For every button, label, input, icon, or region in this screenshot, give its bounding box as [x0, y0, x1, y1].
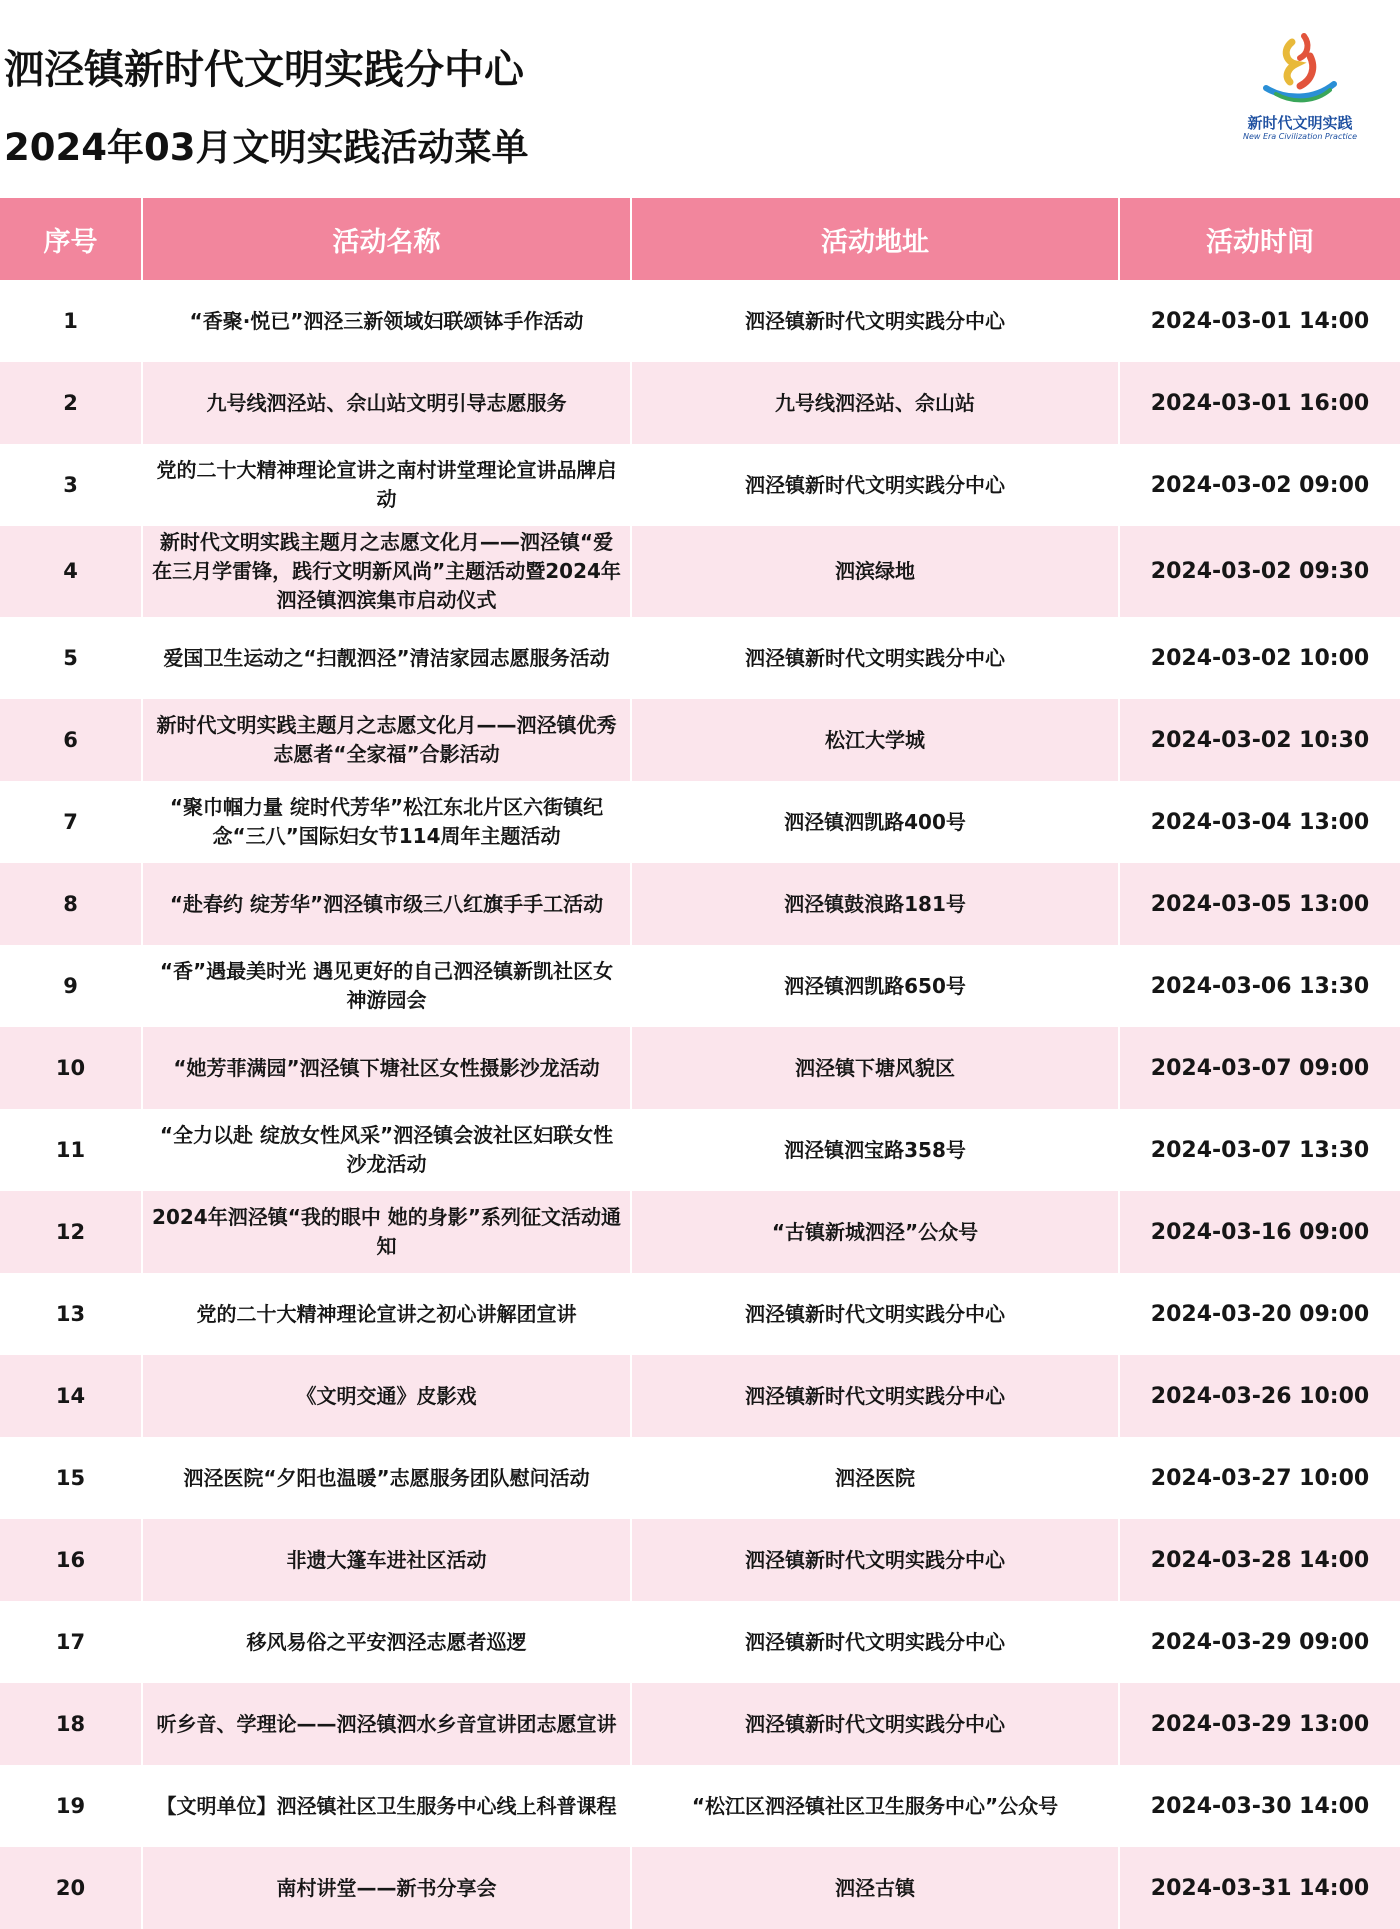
activity-name: 【文明单位】泗泾镇社区卫生服务中心线上科普课程	[142, 1765, 631, 1847]
activity-time: 2024-03-30 14:00	[1119, 1765, 1400, 1847]
column-header-address: 活动地址	[631, 198, 1119, 280]
activity-time: 2024-03-07 09:00	[1119, 1027, 1400, 1109]
activity-address: 九号线泗泾站、佘山站	[631, 362, 1119, 444]
activity-time: 2024-03-29 09:00	[1119, 1601, 1400, 1683]
activity-address: 泗泾镇新时代文明实践分中心	[631, 1355, 1119, 1437]
activity-address: 松江大学城	[631, 699, 1119, 781]
activity-name: “香”遇最美时光 遇见更好的自己泗泾镇新凯社区女神游园会	[142, 945, 631, 1027]
activity-name: 移风易俗之平安泗泾志愿者巡逻	[142, 1601, 631, 1683]
page-subtitle: 2024年03月文明实践活动菜单	[4, 126, 529, 169]
table-row	[0, 1355, 1400, 1437]
activity-name: 新时代文明实践主题月之志愿文化月——泗泾镇优秀志愿者“全家福”合影活动	[142, 699, 631, 781]
table-row	[0, 1437, 1400, 1519]
activity-time: 2024-03-28 14:00	[1119, 1519, 1400, 1601]
activity-address: 泗泾镇新时代文明实践分中心	[631, 1519, 1119, 1601]
table-row	[0, 280, 1400, 362]
activity-name: “她芳菲满园”泗泾镇下塘社区女性摄影沙龙活动	[142, 1027, 631, 1109]
activity-address: 泗泾古镇	[631, 1847, 1119, 1929]
activity-name: 新时代文明实践主题月之志愿文化月——泗泾镇“爱在三月学雷锋，践行文明新风尚”主题活动暨2024年泗泾镇泗滨集市启动仪式	[142, 526, 631, 617]
row-number: 8	[0, 863, 142, 945]
activity-table	[0, 198, 1400, 1929]
activity-address: 泗泾镇鼓浪路181号	[631, 863, 1119, 945]
activity-time: 2024-03-20 09:00	[1119, 1273, 1400, 1355]
table-row	[0, 444, 1400, 526]
table-row	[0, 945, 1400, 1027]
activity-time: 2024-03-16 09:00	[1119, 1191, 1400, 1273]
row-number: 20	[0, 1847, 142, 1929]
table-row	[0, 1109, 1400, 1191]
table-row	[0, 1519, 1400, 1601]
table-row	[0, 362, 1400, 444]
row-number: 11	[0, 1109, 142, 1191]
activity-time: 2024-03-27 10:00	[1119, 1437, 1400, 1519]
row-number: 3	[0, 444, 142, 526]
activity-time: 2024-03-04 13:00	[1119, 781, 1400, 863]
logo-subtext: New Era Civilization Practice	[1242, 132, 1358, 141]
activity-time: 2024-03-01 14:00	[1119, 280, 1400, 362]
activity-address: “松江区泗泾镇社区卫生服务中心”公众号	[631, 1765, 1119, 1847]
activity-name: 2024年泗泾镇“我的眼中 她的身影”系列征文活动通知	[142, 1191, 631, 1273]
activity-address: 泗泾镇新时代文明实践分中心	[631, 1601, 1119, 1683]
page-header	[0, 0, 1400, 198]
activity-name: “全力以赴 绽放女性风采”泗泾镇会波社区妇联女性沙龙活动	[142, 1109, 631, 1191]
column-header-name: 活动名称	[142, 198, 631, 280]
table-header	[0, 198, 1400, 280]
table-row	[0, 1601, 1400, 1683]
activity-name: 爱国卫生运动之“扫靓泗泾”清洁家园志愿服务活动	[142, 617, 631, 699]
activity-time: 2024-03-06 13:30	[1119, 945, 1400, 1027]
activity-address: 泗泾镇新时代文明实践分中心	[631, 1273, 1119, 1355]
activity-name: 《文明交通》皮影戏	[142, 1355, 631, 1437]
row-number: 15	[0, 1437, 142, 1519]
activity-name: 党的二十大精神理论宣讲之初心讲解团宣讲	[142, 1273, 631, 1355]
page-title: 泗泾镇新时代文明实践分中心	[4, 47, 524, 93]
row-number: 16	[0, 1519, 142, 1601]
activity-name: 泗泾医院“夕阳也温暖”志愿服务团队慰问活动	[142, 1437, 631, 1519]
activity-time: 2024-03-29 13:00	[1119, 1683, 1400, 1765]
activity-address: 泗泾镇新时代文明实践分中心	[631, 444, 1119, 526]
activity-address: “古镇新城泗泾”公众号	[631, 1191, 1119, 1273]
row-number: 9	[0, 945, 142, 1027]
row-number: 13	[0, 1273, 142, 1355]
activity-name: “聚巾帼力量 绽时代芳华”松江东北片区六街镇纪念“三八”国际妇女节114周年主题活动	[142, 781, 631, 863]
activity-name: 党的二十大精神理论宣讲之南村讲堂理论宣讲品牌启动	[142, 444, 631, 526]
row-number: 5	[0, 617, 142, 699]
table-header-row	[0, 198, 1400, 280]
activity-time: 2024-03-01 16:00	[1119, 362, 1400, 444]
activity-time: 2024-03-07 13:30	[1119, 1109, 1400, 1191]
activity-name: 南村讲堂——新书分享会	[142, 1847, 631, 1929]
activity-time: 2024-03-26 10:00	[1119, 1355, 1400, 1437]
logo-emblem-icon	[1230, 28, 1370, 112]
activity-address: 泗泾医院	[631, 1437, 1119, 1519]
activity-address: 泗泾镇新时代文明实践分中心	[631, 280, 1119, 362]
logo-text: 新时代文明实践	[1247, 114, 1353, 132]
column-header-no: 序号	[0, 198, 142, 280]
row-number: 14	[0, 1355, 142, 1437]
table-body	[0, 280, 1400, 1929]
activity-address: 泗泾镇泗凯路400号	[631, 781, 1119, 863]
table-row	[0, 781, 1400, 863]
row-number: 7	[0, 781, 142, 863]
row-number: 19	[0, 1765, 142, 1847]
activity-name: “赴春约 绽芳华”泗泾镇市级三八红旗手手工活动	[142, 863, 631, 945]
activity-time: 2024-03-31 14:00	[1119, 1847, 1400, 1929]
table-row	[0, 1027, 1400, 1109]
activity-name: 听乡音、学理论——泗泾镇泗水乡音宣讲团志愿宣讲	[142, 1683, 631, 1765]
row-number: 18	[0, 1683, 142, 1765]
row-number: 2	[0, 362, 142, 444]
activity-time: 2024-03-02 10:00	[1119, 617, 1400, 699]
table-row	[0, 1847, 1400, 1929]
row-number: 17	[0, 1601, 142, 1683]
activity-address: 泗泾镇新时代文明实践分中心	[631, 617, 1119, 699]
row-number: 12	[0, 1191, 142, 1273]
column-header-time: 活动时间	[1119, 198, 1400, 280]
activity-time: 2024-03-02 09:00	[1119, 444, 1400, 526]
row-number: 10	[0, 1027, 142, 1109]
activity-address: 泗滨绿地	[631, 526, 1119, 617]
table-row	[0, 1191, 1400, 1273]
civilization-practice-logo	[1230, 28, 1370, 148]
activity-time: 2024-03-02 09:30	[1119, 526, 1400, 617]
table-row	[0, 863, 1400, 945]
table-row	[0, 699, 1400, 781]
activity-name: “香聚·悦已”泗泾三新领域妇联颂钵手作活动	[142, 280, 631, 362]
activity-address: 泗泾镇新时代文明实践分中心	[631, 1683, 1119, 1765]
activity-time: 2024-03-02 10:30	[1119, 699, 1400, 781]
activity-name: 九号线泗泾站、佘山站文明引导志愿服务	[142, 362, 631, 444]
activity-address: 泗泾镇泗凯路650号	[631, 945, 1119, 1027]
row-number: 1	[0, 280, 142, 362]
table-row	[0, 1765, 1400, 1847]
table-row	[0, 526, 1400, 617]
activity-address: 泗泾镇下塘风貌区	[631, 1027, 1119, 1109]
activity-name: 非遗大篷车进社区活动	[142, 1519, 631, 1601]
row-number: 6	[0, 699, 142, 781]
table-row	[0, 1683, 1400, 1765]
table-row	[0, 1273, 1400, 1355]
activity-time: 2024-03-05 13:00	[1119, 863, 1400, 945]
row-number: 4	[0, 526, 142, 617]
activity-address: 泗泾镇泗宝路358号	[631, 1109, 1119, 1191]
table-row	[0, 617, 1400, 699]
